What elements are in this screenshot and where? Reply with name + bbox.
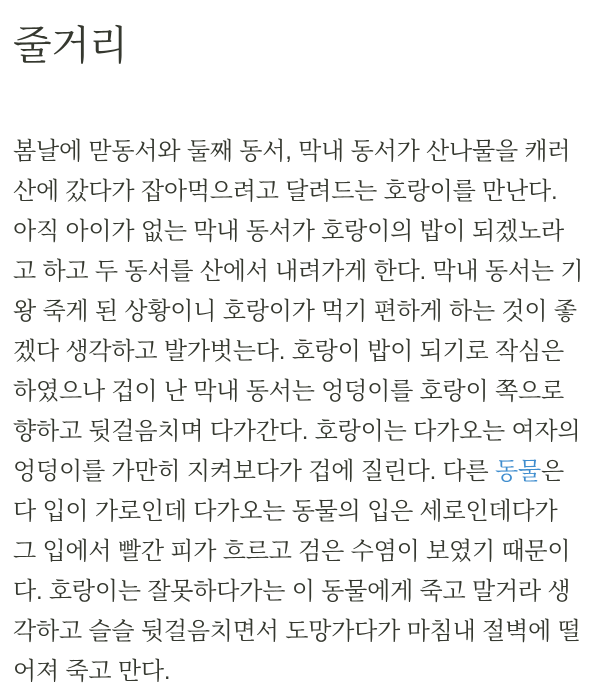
link-animal[interactable]: 동물 — [494, 458, 541, 485]
paragraph-text-after: 은 다 입이 가로인데 다가오는 동물의 입은 세로인데다가 그 입에서 빨간 피가 흐르고 검은 수염이 보였기 때문이다. 호랑이는 잘못하다가는 이 동물에게 죽고 말거라 생각하고 슬슬 뒷걸음치면서 도망가다가 마침내 절벽에 떨어져 죽고 만다. — [13, 458, 581, 685]
section-heading: 줄거리 — [13, 24, 128, 68]
paragraph-text-before: 봄날에 맏동서와 둘째 동서, 막내 동서가 산나물을 캐러 산에 갔다가 잡아먹으려고 달려드는 호랑이를 만난다. 아직 아이가 없는 막내 동서가 호랑이의 밥이 되겠노라고 하고 두 동서를 산에서 내려가게 한다. 막내 동서는 기왕 죽게 된 상황이니 호랑이가 먹기 편하게 하는 것이 좋겠다 생각하고 발가벗는다. 호랑이 밥이 되기로 작심은 하였으나 겁이 난 막내 동서는 엉덩이를 호랑이 쪽으로 향하고 뒷걸음치며 다가간다. 호랑이는 다가오는 여자의 엉덩이를 가만히 지켜보다가 겁에 질린다. 다른 — [13, 138, 584, 485]
plot-paragraph — [13, 132, 585, 692]
